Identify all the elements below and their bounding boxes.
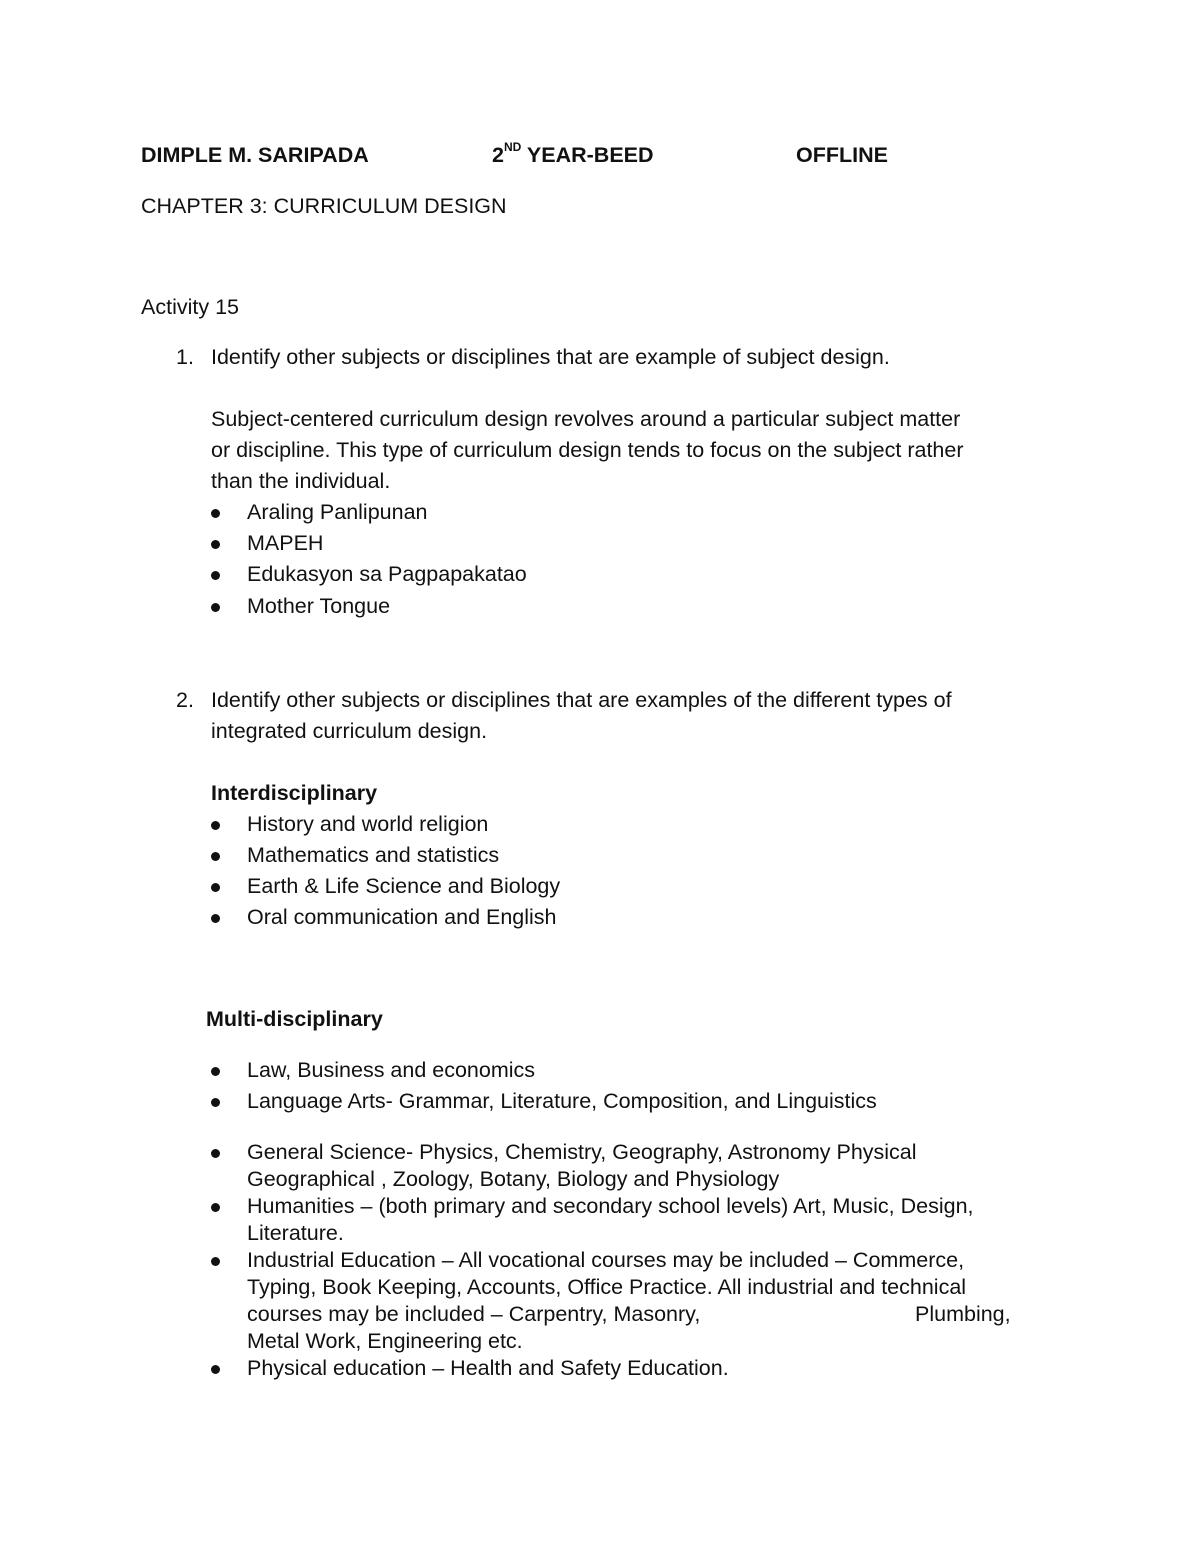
list-item-line: Literature. [247,1221,344,1245]
bullet-icon [211,1365,220,1374]
list-item-line [247,1301,1027,1328]
bullet-icon [211,1257,220,1266]
q1-paragraph-line: Subject-centered curriculum design revolves around a particular subject matter [211,407,961,431]
bullet-icon [211,1149,220,1158]
bullet-icon [211,852,220,861]
activity-title: Activity 15 [141,295,239,319]
bullet-icon [211,1203,220,1212]
year-level [492,140,654,171]
year-number: 2 [492,143,504,167]
student-name: DIMPLE M. SARIPADA [141,143,369,167]
list-item-general-science [247,1139,917,1193]
list-item: History and world religion [247,812,489,836]
question-1-text: Identify other subjects or disciplines that are example of subject design. [211,345,890,369]
list-item-industrial-education [247,1247,1027,1355]
list-item: Edukasyon sa Pagpapakatao [247,562,527,586]
list-item-line: Humanities – (both primary and secondary school levels) Art, Music, Design, [247,1194,974,1218]
bullet-icon [211,571,220,580]
list-item: Araling Panlipunan [247,500,428,524]
bullet-icon [211,914,220,923]
bullet-icon [211,883,220,892]
question-2-number: 2. [176,688,194,712]
list-item-line: Geographical , Zoology, Botany, Biology and Physiology [247,1167,780,1191]
multidisciplinary-heading: Multi-disciplinary [206,1007,383,1031]
interdisciplinary-heading: Interdisciplinary [211,781,378,805]
q1-paragraph-line: or discipline. This type of curriculum design tends to focus on the subject rather [211,438,964,462]
list-item-line-part: courses may be included – Carpentry, Masonry, [247,1302,701,1326]
mode-label: OFFLINE [796,143,888,167]
bullet-icon [211,603,220,612]
list-item-line: General Science- Physics, Chemistry, Geography, Astronomy Physical [247,1140,917,1164]
bullet-icon [211,1067,220,1076]
list-item: MAPEH [247,531,324,555]
list-item-line-part: Plumbing, [915,1302,1011,1326]
list-item: Mathematics and statistics [247,843,500,867]
list-item-humanities [247,1193,974,1247]
year-course: YEAR-BEED [521,143,654,167]
list-item: Oral communication and English [247,905,557,929]
question-2-text: Identify other subjects or disciplines that are examples of the different types of [211,688,952,712]
bullet-icon [211,1098,220,1107]
list-item-line: Industrial Education – All vocational courses may be included – Commerce, [247,1248,965,1272]
chapter-title: CHAPTER 3: CURRICULUM DESIGN [141,194,507,218]
q1-paragraph-line: than the individual. [211,469,391,493]
question-1-number: 1. [176,345,194,369]
question-2-text: integrated curriculum design. [211,719,488,743]
list-item: Law, Business and economics [247,1058,536,1082]
list-item: Mother Tongue [247,594,391,618]
list-item: Language Arts- Grammar, Literature, Composition, and Linguistics [247,1089,877,1113]
list-item-line: Metal Work, Engineering etc. [247,1329,523,1353]
list-item-physical-education: Physical education – Health and Safety Education. [247,1356,729,1380]
list-item: Earth & Life Science and Biology [247,874,561,898]
bullet-icon [211,509,220,518]
list-item-line: Typing, Book Keeping, Accounts, Office Practice. All industrial and technical [247,1275,967,1299]
year-superscript: ND [503,139,522,154]
bullet-icon [211,540,220,549]
bullet-icon [211,821,220,830]
